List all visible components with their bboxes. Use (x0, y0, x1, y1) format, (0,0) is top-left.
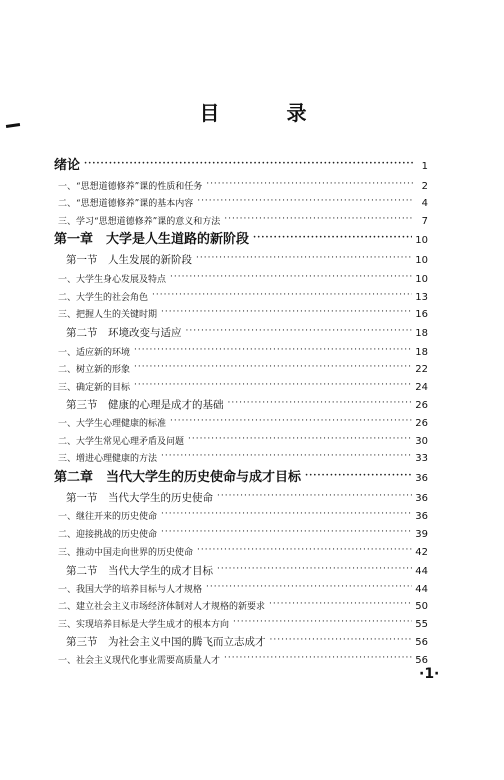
dot-leader (161, 301, 412, 317)
dot-leader (233, 611, 412, 627)
toc-section (66, 247, 428, 267)
dot-leader (206, 576, 412, 592)
toc-entry-title: 一、大学生心理健康的标准 (58, 419, 167, 429)
dot-leader (224, 208, 413, 224)
dot-leader (253, 227, 412, 243)
toc-entry-title: 第二节 当代大学生的成才目标 (66, 565, 213, 577)
toc-entry-title: 三、推动中国走向世界的历史使命 (58, 548, 194, 558)
toc-entry-title: 二、“思想道德修养”课的基本内容 (58, 199, 194, 209)
toc-item (58, 374, 428, 393)
toc-item (58, 593, 428, 612)
toc-entry-title: 三、学习“思想道德修养”课的意义和方法 (58, 217, 221, 227)
toc-item (58, 647, 428, 666)
dot-leader (197, 539, 412, 555)
toc-entry-title: 第一章 大学是人生道路的新阶段 (54, 232, 250, 247)
toc-section (66, 320, 428, 340)
dot-leader (161, 521, 412, 537)
toc-entry-title: 第三节 健康的心理是成才的基础 (66, 399, 224, 411)
toc-entry-title: 一、大学生身心发展及特点 (58, 275, 167, 285)
toc-page-number: 4 (421, 198, 428, 209)
page-number: ·1· (419, 666, 440, 682)
toc-page-number: 42 (415, 547, 428, 558)
toc-item (58, 190, 428, 209)
toc-entry-title: 一、“思想道德修养”课的性质和任务 (58, 182, 203, 192)
toc-entry-title: 三、确定新的目标 (58, 383, 131, 393)
toc-page-number: 26 (415, 418, 428, 429)
toc-entry-title: 第二节 环境改变与适应 (66, 327, 182, 339)
toc-item (58, 410, 428, 429)
toc-page-number: 7 (421, 216, 428, 227)
toc-page-number: 56 (415, 637, 428, 648)
toc-entry-title: 二、迎接挑战的历史使命 (58, 530, 158, 540)
toc-entry-title: 一、继往开来的历史使命 (58, 512, 158, 522)
dot-leader (305, 465, 412, 481)
toc-page-number: 18 (415, 328, 428, 339)
toc-page-number: 10 (415, 255, 428, 266)
dot-leader (161, 445, 412, 461)
toc-entry-title: 一、社会主义现代化事业需要高质量人才 (58, 656, 221, 666)
toc-page-number: 36 (415, 473, 428, 484)
toc-entry-title: 三、实现培养目标是大学生成才的根本方向 (58, 620, 230, 630)
toc-chapter (54, 153, 428, 173)
dot-leader (170, 410, 412, 426)
toc-page-number: 50 (415, 601, 428, 612)
toc-item (58, 503, 428, 522)
toc-section (66, 629, 428, 649)
toc-page-number: 16 (415, 309, 428, 320)
toc-entry-title: 第一节 当代大学生的历史使命 (66, 492, 213, 504)
toc-entry-title: 第一节 人生发展的新阶段 (66, 254, 192, 266)
toc-page-number: 18 (415, 347, 428, 358)
toc-item (58, 611, 428, 630)
toc-entry-title: 二、树立新的形象 (58, 365, 131, 375)
dot-leader (134, 356, 412, 372)
toc-item (58, 208, 428, 227)
toc-page-number: 22 (415, 364, 428, 375)
dot-leader (134, 339, 412, 355)
toc-page-number: 44 (415, 566, 428, 577)
toc-entry-title: 一、我国大学的培养目标与人才规格 (58, 585, 203, 595)
dot-leader (161, 503, 412, 519)
dot-leader (217, 485, 412, 501)
toc-chapter (54, 227, 428, 247)
toc-item (58, 356, 428, 375)
toc-page-number: 26 (415, 400, 428, 411)
dot-leader (206, 173, 413, 189)
dot-leader (188, 428, 412, 444)
toc-page-number: 24 (415, 382, 428, 393)
toc-page-number: 55 (415, 619, 428, 630)
dot-leader (196, 247, 412, 263)
toc-entry-title: 二、建立社会主义市场经济体制对人才规格的新要求 (58, 602, 266, 612)
toc-chapter (54, 465, 428, 485)
dot-leader (197, 190, 413, 206)
toc-item (58, 301, 428, 320)
toc-page-number: 1 (421, 161, 428, 172)
toc-page-number: 36 (415, 493, 428, 504)
toc-page-number: 10 (415, 235, 428, 246)
toc-section (66, 485, 428, 505)
dot-leader (217, 558, 412, 574)
toc-item (58, 266, 428, 285)
toc-entry-title: 二、大学生的社会角色 (58, 293, 149, 303)
dot-leader (270, 629, 413, 645)
dot-leader (170, 266, 412, 282)
toc-item (58, 445, 428, 464)
toc-entry-title: 第二章 当代大学生的历史使命与成才目标 (54, 470, 302, 485)
toc-entry-title: 三、把握人生的关键时期 (58, 310, 158, 320)
toc-page-number: 13 (415, 292, 428, 303)
dot-leader (269, 593, 412, 609)
toc-entry-title: 绪论 (54, 158, 81, 173)
toc-entry-title: 第三节 为社会主义中国的腾飞而立志成才 (66, 636, 266, 648)
toc-entry-title: 一、适应新的环境 (58, 348, 131, 358)
toc-entry-title: 二、大学生常见心理矛盾及问题 (58, 437, 185, 447)
dot-leader (134, 374, 412, 390)
toc-page-number: 2 (421, 181, 428, 192)
toc-page-number: 30 (415, 436, 428, 447)
toc-page-number: 10 (415, 274, 428, 285)
dot-leader (228, 392, 413, 408)
toc-page-number: 56 (415, 655, 428, 666)
toc-item (58, 539, 428, 558)
toc-item (58, 521, 428, 540)
dot-leader (186, 320, 413, 336)
toc-section (66, 558, 428, 578)
toc-section (66, 392, 428, 412)
toc-page-number: 33 (415, 453, 428, 464)
dot-leader (84, 153, 413, 169)
dot-leader (224, 647, 412, 663)
toc-page-number: 39 (415, 529, 428, 540)
toc-page-number: 44 (415, 584, 428, 595)
page-title: 目 录 (199, 101, 337, 125)
dot-leader (152, 284, 412, 300)
toc-page-number: 36 (415, 511, 428, 522)
toc-entry-title: 三、增进心理健康的方法 (58, 454, 158, 464)
